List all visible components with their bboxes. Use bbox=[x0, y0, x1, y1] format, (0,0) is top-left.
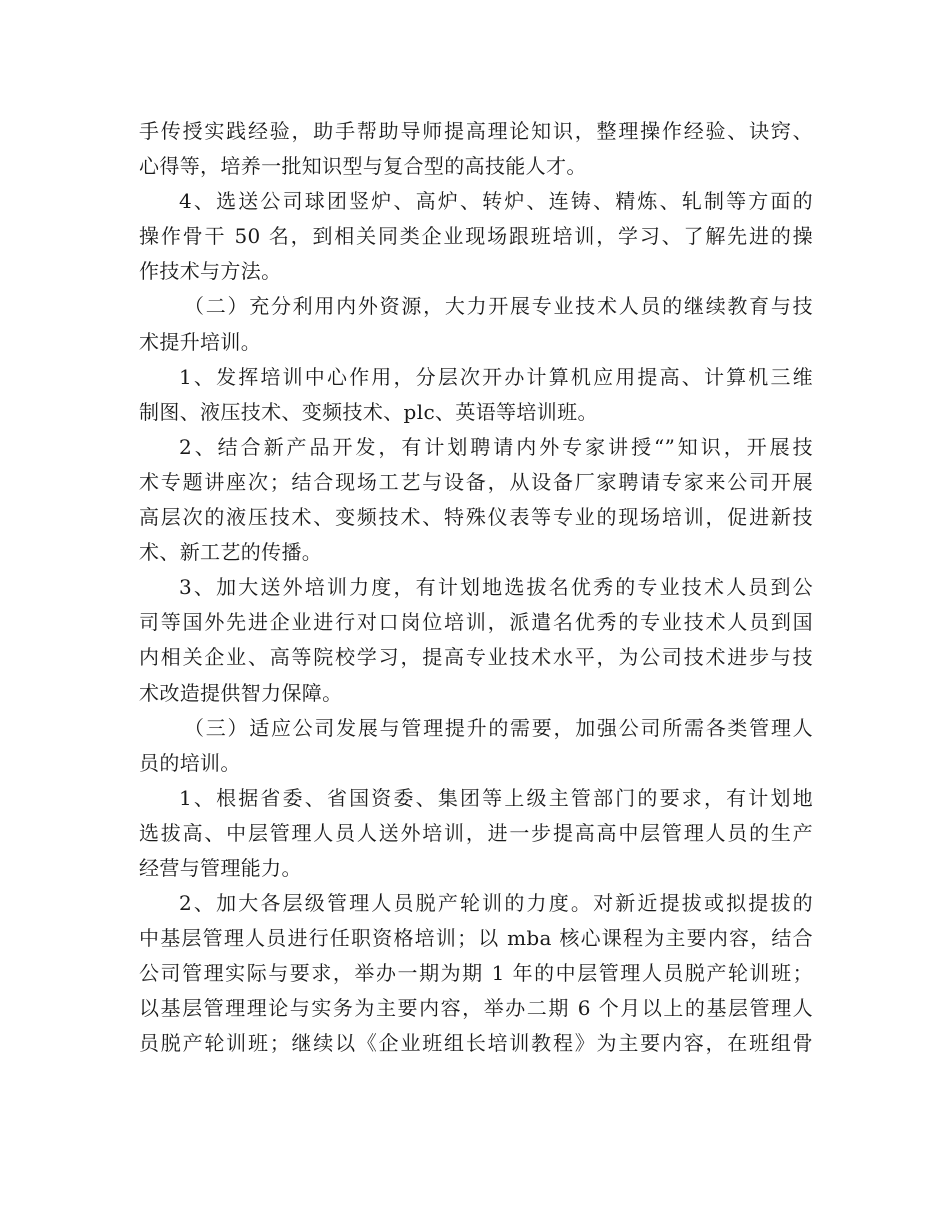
paragraph-line: 操作骨干 50 名，到相关同类企业现场跟班培训，学习、了解先进的操 bbox=[139, 224, 813, 249]
paragraph-line: 司等国外先进企业进行对口岗位培训，派遣名优秀的专业技术人员到国 bbox=[139, 610, 813, 635]
paragraph-line: 3、加大送外培训力度，有计划地选拔名优秀的专业技术人员到公 bbox=[179, 575, 813, 600]
paragraph-line: 高层次的液压技术、变频技术、特殊仪表等专业的现场培训，促进新技 bbox=[139, 505, 813, 530]
paragraph-line: 以基层管理理论与实务为主要内容，举办二期 6 个月以上的基层管理人 bbox=[139, 996, 813, 1021]
paragraph-line: 手传授实践经验，助手帮助导师提高理论知识，整理操作经验、诀窍、 bbox=[139, 119, 813, 143]
paragraph-line: 员脱产轮训班；继续以《企业班组长培训教程》为主要内容，在班组骨 bbox=[139, 1031, 813, 1056]
paragraph-line: 内相关企业、高等院校学习，提高专业技术水平，为公司技术进步与技 bbox=[139, 645, 813, 670]
paragraph-line: 经营与管理能力。 bbox=[139, 855, 302, 880]
paragraph-line: 术、新工艺的传播。 bbox=[139, 540, 323, 565]
paragraph-line: 1、发挥培训中心作用，分层次开办计算机应用提高、计算机三维 bbox=[179, 364, 813, 389]
paragraph-line: 4、选送公司球团竖炉、高炉、转炉、连铸、精炼、轧制等方面的 bbox=[179, 189, 813, 214]
paragraph-line: 中基层管理人员进行任职资格培训；以 mba 核心课程为主要内容，结合 bbox=[139, 926, 813, 951]
paragraph-line: 公司管理实际与要求，举办一期为期 1 年的中层管理人员脱产轮训班； bbox=[139, 961, 813, 986]
paragraph-line: 制图、液压技术、变频技术、plc、英语等培训班。 bbox=[139, 399, 598, 424]
paragraph-line: 心得等，培养一批知识型与复合型的高技能人才。 bbox=[139, 154, 587, 179]
section-heading: （三）适应公司发展与管理提升的需要，加强公司所需各类管理人 bbox=[184, 715, 813, 740]
paragraph-line: 2、结合新产品开发，有计划聘请内外专家讲授“”知识，开展技 bbox=[179, 434, 813, 459]
paragraph-line: 1、根据省委、省国资委、集团等上级主管部门的要求，有计划地 bbox=[179, 785, 813, 810]
document-body bbox=[139, 114, 813, 1062]
paragraph-line: 2、加大各层级管理人员脱产轮训的力度。对新近提拔或拟提拔的 bbox=[179, 891, 813, 916]
section-heading: （二）充分利用内外资源，大力开展专业技术人员的继续教育与技 bbox=[184, 294, 813, 319]
section-heading: 员的培训。 bbox=[139, 750, 241, 775]
section-heading: 术提升培训。 bbox=[139, 329, 262, 354]
paragraph-line: 作技术与方法。 bbox=[139, 259, 282, 284]
paragraph-line: 术专题讲座次；结合现场工艺与设备，从设备厂家聘请专家来公司开展 bbox=[139, 469, 813, 494]
paragraph-line: 选拔高、中层管理人员人送外培训，进一步提高高中层管理人员的生产 bbox=[139, 820, 813, 845]
paragraph-line: 术改造提供智力保障。 bbox=[139, 680, 343, 705]
